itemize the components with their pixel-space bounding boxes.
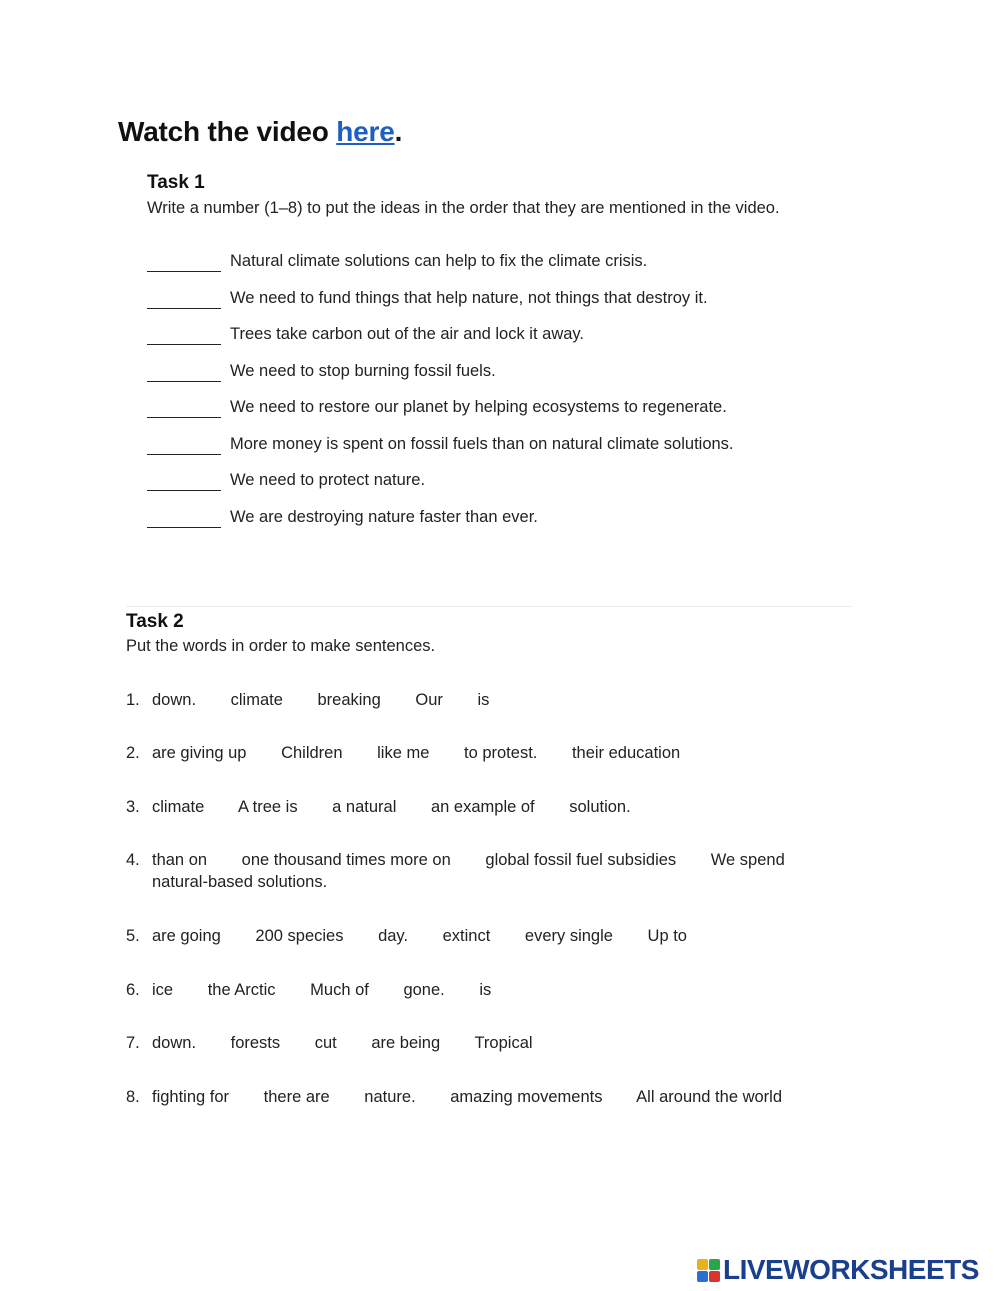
word-chip[interactable]: 200 species	[255, 927, 344, 945]
answer-blank[interactable]	[147, 381, 221, 382]
logo-tile	[709, 1271, 720, 1282]
logo-tile	[697, 1259, 708, 1270]
answer-blank[interactable]	[147, 308, 221, 309]
task2-item-number: 5.	[126, 927, 140, 945]
answer-blank[interactable]	[147, 490, 221, 491]
word-chip[interactable]: one thousand times more on	[241, 851, 451, 869]
liveworksheets-logo[interactable]	[697, 1254, 979, 1286]
task2-item-number: 7.	[126, 1034, 140, 1052]
word-chip[interactable]: forests	[230, 1034, 281, 1052]
word-chip[interactable]: breaking	[317, 691, 381, 709]
word-chip[interactable]: natural-based solutions.	[152, 873, 328, 891]
word-chip[interactable]: climate	[152, 798, 205, 816]
word-chip[interactable]: extinct	[442, 927, 491, 945]
word-chip[interactable]: are being	[371, 1034, 441, 1052]
answer-blank[interactable]	[147, 527, 221, 528]
word-chip[interactable]: an example of	[430, 798, 535, 816]
word-chip[interactable]: there are	[263, 1088, 330, 1106]
word-chip[interactable]: amazing movements	[450, 1088, 603, 1106]
word-chip[interactable]: are going	[152, 927, 221, 945]
logo-tile	[709, 1259, 720, 1270]
task1-title: Task 1	[147, 172, 205, 193]
task2-item-number: 4.	[126, 851, 140, 869]
word-chip[interactable]: is	[477, 691, 490, 709]
task1-item-text: Natural climate solutions can help to fix the climate crisis.	[230, 252, 648, 270]
video-heading-suffix: .	[394, 116, 403, 147]
task1-item-text: Trees take carbon out of the air and lock it away.	[230, 325, 585, 343]
task2-item-number: 2.	[126, 744, 140, 762]
word-chip[interactable]: fighting for	[152, 1088, 230, 1106]
answer-blank[interactable]	[147, 417, 221, 418]
word-chip[interactable]: Much of	[310, 981, 369, 999]
word-chip[interactable]: A tree is	[237, 798, 298, 816]
task2-item-number: 1.	[126, 691, 140, 709]
word-chip[interactable]: the Arctic	[207, 981, 276, 999]
word-chip[interactable]: solution.	[569, 798, 631, 816]
word-chip[interactable]: We spend	[710, 851, 785, 869]
task2-item-number: 8.	[126, 1088, 140, 1106]
task2-title: Task 2	[126, 611, 184, 632]
video-heading-prefix: Watch the video	[118, 116, 337, 147]
task1-instruction: Write a number (1–8) to put the ideas in the order that they are mentioned in the video.	[147, 199, 780, 217]
word-chip[interactable]: down.	[152, 1034, 197, 1052]
word-chip[interactable]: down.	[152, 691, 197, 709]
word-chip[interactable]: Our	[415, 691, 443, 709]
task1-item-text: We are destroying nature faster than ever.	[230, 507, 538, 526]
word-chip[interactable]: are giving up	[152, 744, 247, 762]
liveworksheets-logo-icon	[697, 1259, 720, 1282]
word-chip[interactable]: gone.	[403, 981, 445, 999]
task1-item-text: We need to protect nature.	[230, 471, 426, 489]
word-chip[interactable]: climate	[230, 691, 283, 709]
word-chip[interactable]: a natural	[332, 798, 397, 816]
word-chip[interactable]: ice	[152, 981, 174, 999]
word-chip[interactable]: Up to	[647, 927, 687, 945]
word-chip[interactable]: every single	[524, 927, 613, 945]
logo-tile	[697, 1271, 708, 1282]
video-link[interactable]: here	[336, 116, 395, 147]
word-chip[interactable]: nature.	[364, 1088, 416, 1106]
word-chip[interactable]: cut	[314, 1034, 337, 1052]
section-divider	[126, 606, 852, 607]
word-chip[interactable]: All around the world	[636, 1088, 783, 1106]
word-chip[interactable]: Children	[281, 744, 343, 762]
task1-item-text: We need to fund things that help nature, not things that destroy it.	[230, 288, 708, 307]
video-heading	[118, 116, 402, 148]
liveworksheets-logo-text: LIVEWORKSHEETS	[723, 1254, 979, 1285]
task2-instruction: Put the words in order to make sentences.	[126, 637, 436, 655]
word-chip[interactable]: than on	[152, 851, 208, 869]
word-chip[interactable]: to protest.	[463, 744, 538, 762]
task1-item-text: We need to restore our planet by helping ecosystems to regenerate.	[230, 398, 727, 416]
answer-blank[interactable]	[147, 271, 221, 272]
task2-item-number: 3.	[126, 798, 140, 816]
task2-item-number: 6.	[126, 981, 140, 999]
word-chip[interactable]: like me	[377, 744, 430, 762]
answer-blank[interactable]	[147, 344, 221, 345]
word-chip[interactable]: is	[479, 981, 492, 999]
task1-item-text: We need to stop burning fossil fuels.	[230, 361, 496, 380]
word-chip[interactable]: day.	[378, 927, 409, 945]
task1-item-text: More money is spent on fossil fuels than on natural climate solutions.	[230, 434, 734, 453]
word-chip[interactable]: their education	[571, 744, 681, 762]
word-chip[interactable]: Tropical	[474, 1034, 533, 1052]
answer-blank[interactable]	[147, 454, 221, 455]
word-chip[interactable]: global fossil fuel subsidies	[485, 851, 677, 869]
